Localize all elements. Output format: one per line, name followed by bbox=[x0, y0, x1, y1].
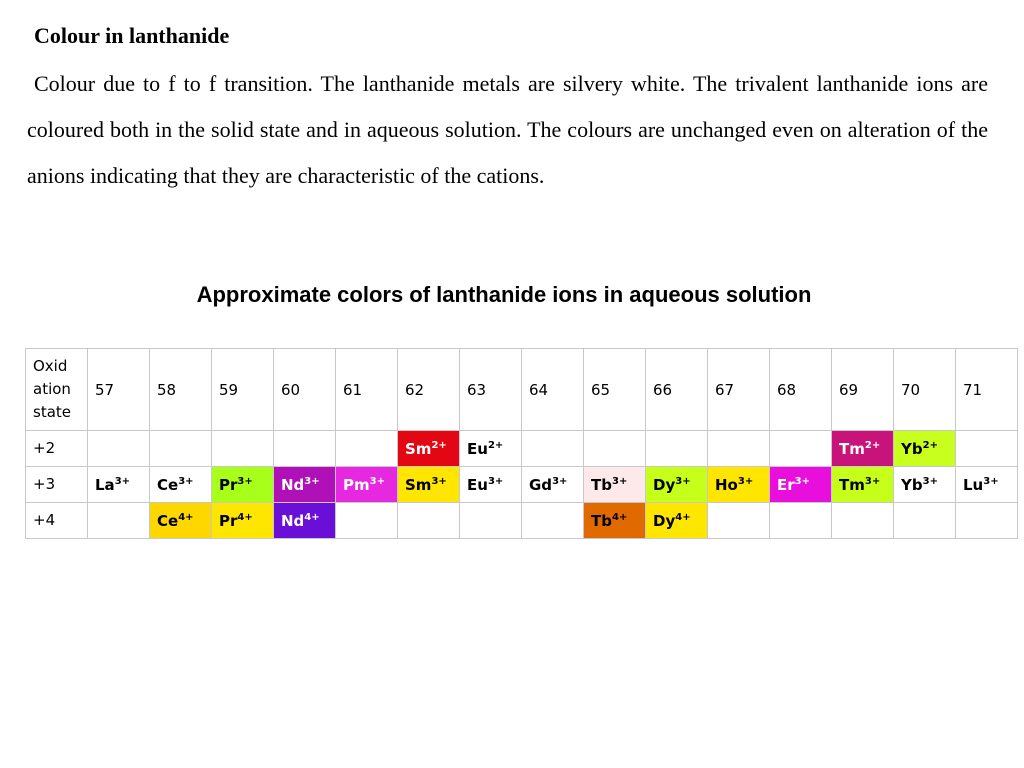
ion-cell bbox=[646, 503, 708, 539]
empty-cell bbox=[646, 431, 708, 467]
oxidation-row bbox=[26, 503, 1018, 539]
ion-cell bbox=[212, 467, 274, 503]
atomic-number-cell: 62 bbox=[398, 349, 460, 431]
empty-cell bbox=[584, 431, 646, 467]
element-symbol: Dy bbox=[653, 475, 676, 494]
empty-cell bbox=[336, 431, 398, 467]
oxidation-state-label: +2 bbox=[26, 431, 88, 467]
oxidation-state-label: +4 bbox=[26, 503, 88, 539]
oxidation-state-header: Oxid ation state bbox=[26, 349, 88, 431]
ion-cell bbox=[708, 467, 770, 503]
ion-charge: 4+ bbox=[237, 511, 253, 523]
empty-cell bbox=[88, 503, 150, 539]
ion-charge: 4+ bbox=[178, 511, 194, 523]
ion-charge: 4+ bbox=[675, 511, 691, 523]
lanthanide-color-table bbox=[25, 348, 1018, 539]
ion-cell bbox=[832, 467, 894, 503]
ion-charge: 2+ bbox=[864, 439, 881, 451]
element-symbol: Pm bbox=[343, 475, 370, 494]
empty-cell bbox=[956, 503, 1018, 539]
ion-charge: 3+ bbox=[178, 475, 194, 487]
empty-cell bbox=[150, 431, 212, 467]
atomic-number-cell: 67 bbox=[708, 349, 770, 431]
element-symbol: Pr bbox=[219, 475, 238, 494]
ion-charge: 2+ bbox=[487, 439, 504, 451]
ion-charge: 2+ bbox=[922, 439, 938, 451]
ion-cell bbox=[956, 467, 1018, 503]
ion-cell bbox=[832, 431, 894, 467]
atomic-number-cell: 61 bbox=[336, 349, 398, 431]
ion-charge: 3+ bbox=[431, 475, 447, 487]
ion-charge: 3+ bbox=[922, 475, 938, 487]
ion-cell bbox=[460, 431, 522, 467]
ion-charge: 4+ bbox=[304, 511, 320, 523]
ion-cell bbox=[460, 467, 522, 503]
element-symbol: Yb bbox=[901, 475, 923, 494]
element-symbol: Er bbox=[777, 475, 795, 494]
atomic-number-cell: 58 bbox=[150, 349, 212, 431]
table-title: Approximate colors of lanthanide ions in aqueous solution bbox=[196, 282, 812, 307]
oxidation-row bbox=[26, 467, 1018, 503]
element-symbol: Tm bbox=[839, 475, 865, 494]
atomic-number-cell: 57 bbox=[88, 349, 150, 431]
empty-cell bbox=[894, 503, 956, 539]
ion-cell bbox=[274, 467, 336, 503]
element-symbol: Nd bbox=[281, 511, 305, 530]
element-symbol: Tm bbox=[839, 439, 865, 458]
element-symbol: Pr bbox=[219, 511, 238, 530]
empty-cell bbox=[956, 431, 1018, 467]
empty-cell bbox=[770, 431, 832, 467]
table-body bbox=[26, 349, 1018, 539]
ion-cell bbox=[150, 467, 212, 503]
empty-cell bbox=[274, 431, 336, 467]
element-symbol: Ce bbox=[157, 511, 179, 530]
ion-charge: 3+ bbox=[552, 475, 568, 487]
ion-charge: 3+ bbox=[114, 475, 131, 487]
element-symbol: Sm bbox=[405, 439, 432, 458]
element-symbol: Lu bbox=[963, 475, 984, 494]
atomic-number-cell: 71 bbox=[956, 349, 1018, 431]
atomic-number-cell: 66 bbox=[646, 349, 708, 431]
ion-cell bbox=[398, 467, 460, 503]
ion-cell bbox=[88, 467, 150, 503]
element-symbol: Gd bbox=[529, 475, 553, 494]
empty-cell bbox=[522, 431, 584, 467]
section-heading: Colour in lanthanide bbox=[34, 23, 230, 48]
element-symbol: La bbox=[95, 475, 115, 494]
ion-cell bbox=[894, 467, 956, 503]
ion-charge: 3+ bbox=[487, 475, 504, 487]
ion-charge: 3+ bbox=[611, 475, 628, 487]
atomic-number-cell: 63 bbox=[460, 349, 522, 431]
ion-charge: 3+ bbox=[737, 475, 754, 487]
ion-cell bbox=[212, 503, 274, 539]
atomic-number-cell: 68 bbox=[770, 349, 832, 431]
atomic-number-cell: 64 bbox=[522, 349, 584, 431]
ion-charge: 3+ bbox=[675, 475, 691, 487]
atomic-number-row bbox=[26, 349, 1018, 431]
element-symbol: Sm bbox=[405, 475, 432, 494]
empty-cell bbox=[770, 503, 832, 539]
empty-cell bbox=[398, 503, 460, 539]
ion-charge: 3+ bbox=[794, 475, 810, 487]
element-symbol: Eu bbox=[467, 439, 488, 458]
ion-charge: 3+ bbox=[237, 475, 253, 487]
atomic-number-cell: 70 bbox=[894, 349, 956, 431]
ion-cell bbox=[584, 503, 646, 539]
ion-charge: 2+ bbox=[431, 439, 447, 451]
ion-cell bbox=[398, 431, 460, 467]
empty-cell bbox=[708, 503, 770, 539]
ion-cell bbox=[522, 467, 584, 503]
ion-charge: 3+ bbox=[983, 475, 999, 487]
element-symbol: Yb bbox=[901, 439, 923, 458]
atomic-number-cell: 59 bbox=[212, 349, 274, 431]
ion-charge: 4+ bbox=[611, 511, 628, 523]
element-symbol: Tb bbox=[591, 511, 612, 530]
element-symbol: Ho bbox=[715, 475, 738, 494]
empty-cell bbox=[212, 431, 274, 467]
oxidation-row bbox=[26, 431, 1018, 467]
element-symbol: Ce bbox=[157, 475, 179, 494]
element-symbol: Dy bbox=[653, 511, 676, 530]
atomic-number-cell: 65 bbox=[584, 349, 646, 431]
ion-charge: 3+ bbox=[864, 475, 881, 487]
empty-cell bbox=[88, 431, 150, 467]
empty-cell bbox=[708, 431, 770, 467]
element-symbol: Eu bbox=[467, 475, 488, 494]
empty-cell bbox=[522, 503, 584, 539]
ion-cell bbox=[646, 467, 708, 503]
ion-cell bbox=[584, 467, 646, 503]
empty-cell bbox=[460, 503, 522, 539]
ion-cell bbox=[894, 431, 956, 467]
ion-cell bbox=[336, 467, 398, 503]
ion-cell bbox=[274, 503, 336, 539]
ion-charge: 3+ bbox=[369, 475, 385, 487]
empty-cell bbox=[336, 503, 398, 539]
ion-charge: 3+ bbox=[304, 475, 320, 487]
body-paragraph: Colour due to f to f transition. The lanthanide metals are silvery white. The trivalent lanthanide ions are coloured both in the solid state and in aqueous solution. The colours are unchanged even on alteration of the anions indicating that they are characteristic of the cations. bbox=[27, 71, 988, 188]
element-symbol: Tb bbox=[591, 475, 612, 494]
atomic-number-cell: 69 bbox=[832, 349, 894, 431]
ion-cell bbox=[770, 467, 832, 503]
oxidation-state-label: +3 bbox=[26, 467, 88, 503]
ion-cell bbox=[150, 503, 212, 539]
empty-cell bbox=[832, 503, 894, 539]
element-symbol: Nd bbox=[281, 475, 305, 494]
atomic-number-cell: 60 bbox=[274, 349, 336, 431]
